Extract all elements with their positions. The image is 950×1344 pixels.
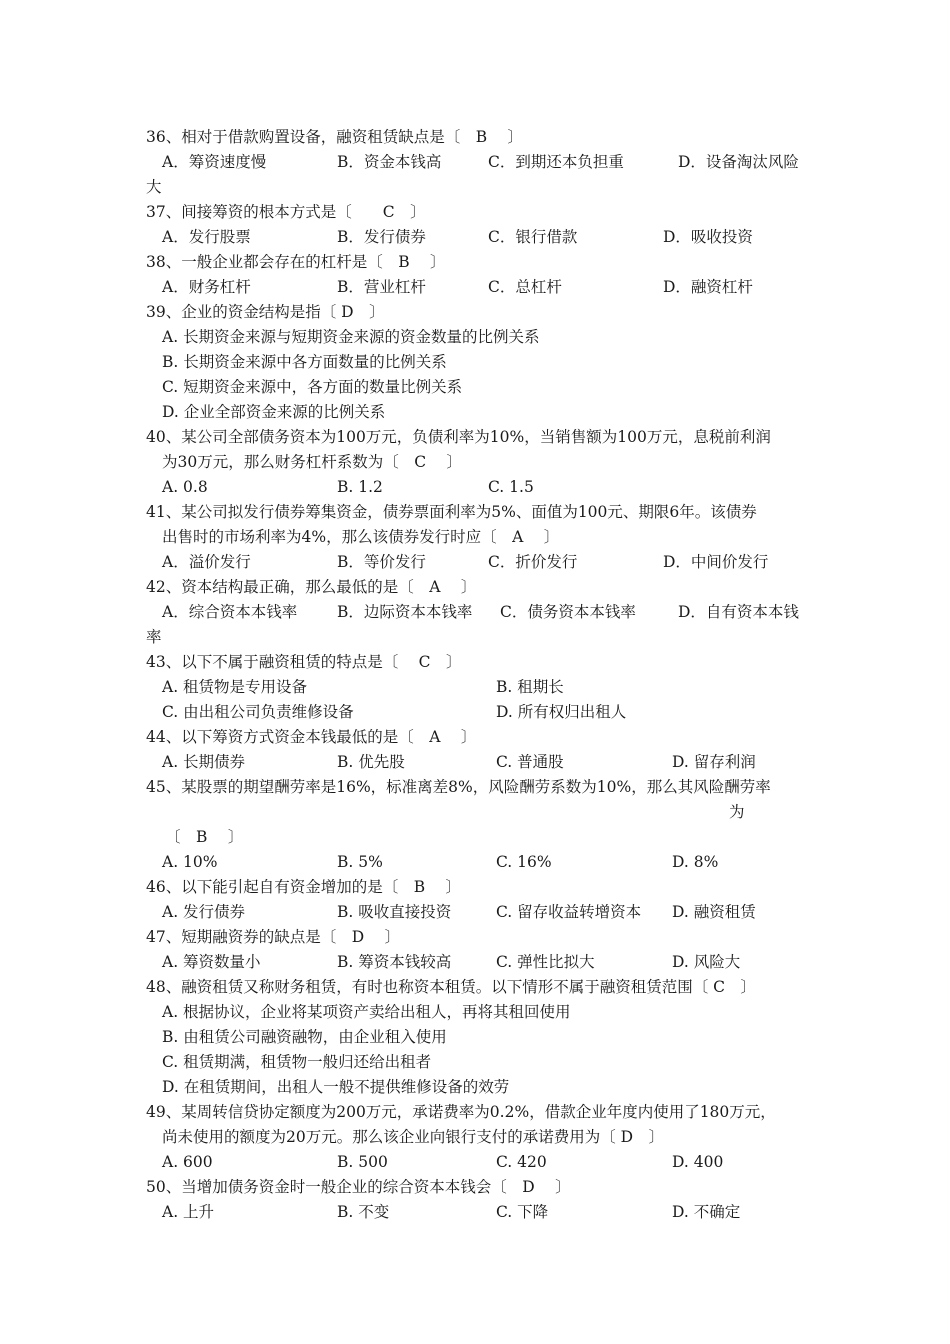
question-38-stem: 38、一般企业都会存在的杠杆是〔 B 〕: [146, 253, 446, 271]
option-d: D. 在租赁期间，出租人一般不提供维修设备的效劳: [162, 1078, 510, 1096]
question-50-stem: 50、当增加债务资金时一般企业的综合资本本钱会〔 D 〕: [146, 1178, 571, 1196]
option-a: A．溢价发行: [162, 553, 251, 571]
option-d: D. 不确定: [672, 1203, 741, 1221]
option-b: B．等价发行: [337, 553, 426, 571]
option-b: B. 租期长: [496, 678, 564, 696]
option-c: C. 租赁期满，租赁物一般归还给出租者: [162, 1053, 432, 1071]
option-d: D. 8%: [672, 853, 719, 871]
option-d: D. 400: [672, 1153, 724, 1171]
question-36-stem: 36、相对于借款购置设备，融资租赁缺点是〔 B 〕: [146, 128, 524, 146]
option-a: A. 根据协议，企业将某项资产卖给出租人，再将其租回使用: [162, 1003, 571, 1021]
question-42-stem: 42、资本结构最正确，那么最低的是〔 A 〕: [146, 578, 477, 596]
option-c: C. 弹性比拟大: [496, 953, 595, 971]
option-c: C. 短期资金来源中，各方面的数量比例关系: [162, 378, 463, 396]
option-d: D. 所有权归出租人: [496, 703, 627, 721]
question-40-stem: 40、某公司全部债务资本为100万元，负债利率为10%，当销售额为100万元，息税前利润: [146, 428, 771, 446]
option-b: B．边际资本本钱率: [337, 603, 473, 621]
option-b: B．资金本钱高: [337, 153, 442, 171]
option-c: C. 由出租公司负责维修设备: [162, 703, 354, 721]
option-c: C．债务资本本钱率: [500, 603, 636, 621]
option-b: B．发行债券: [337, 228, 426, 246]
option-b: B. 筹资本钱较高: [337, 953, 452, 971]
option-c: C. 留存收益转增资本: [496, 903, 642, 921]
option-b: B. 5%: [337, 853, 383, 871]
question-47-stem: 47、短期融资券的缺点是〔 D 〕: [146, 928, 401, 946]
question-49-stem-cont: 尚未使用的额度为20万元。那么该企业向银行支付的承诺费用为〔 D 〕: [162, 1128, 665, 1146]
question-44-stem: 44、以下筹资方式资金本钱最低的是〔 A 〕: [146, 728, 477, 746]
option-d: D. 风险大: [672, 953, 741, 971]
option-a: A. 0.8: [162, 478, 208, 496]
option-d: D．自有资本本钱: [678, 603, 799, 621]
option-c: C. 普通股: [496, 753, 564, 771]
option-a: A. 600: [162, 1153, 213, 1171]
option-d: D. 企业全部资金来源的比例关系: [162, 403, 386, 421]
question-48-stem: 48、融资租赁又称财务租赁，有时也称资本租赁。以下情形不属于融资租赁范围〔 C 〕: [146, 978, 757, 996]
option-d-wrap: 大: [146, 178, 162, 196]
option-a: A．财务杠杆: [162, 278, 251, 296]
option-d: D．设备淘汰风险: [678, 153, 799, 171]
option-a: A. 发行债券: [162, 903, 246, 921]
question-43-stem: 43、以下不属于融资租赁的特点是〔 C 〕: [146, 653, 462, 671]
option-d-wrap: 率: [146, 628, 162, 646]
option-b: B. 优先股: [337, 753, 405, 771]
option-d: D. 融资租赁: [672, 903, 756, 921]
question-45-stem: 45、某股票的期望酬劳率是16%，标准离差8%，风险酬劳系数为10%，那么其风险酬劳率: [146, 778, 771, 796]
option-c: C. 1.5: [488, 478, 534, 496]
option-c: C．折价发行: [488, 553, 578, 571]
option-b: B. 长期资金来源中各方面数量的比例关系: [162, 353, 447, 371]
option-d: D．中间价发行: [663, 553, 769, 571]
option-a: A．筹资速度慢: [162, 153, 267, 171]
option-a: A. 租赁物是专用设备: [162, 678, 308, 696]
question-45-stem-cont: 为: [729, 803, 745, 821]
option-b: B. 吸收直接投资: [337, 903, 452, 921]
option-a: A. 筹资数量小: [162, 953, 261, 971]
option-c: C．到期还本负担重: [488, 153, 624, 171]
question-49-stem: 49、某周转信贷协定额度为200万元，承诺费率为0.2%，借款企业年度内使用了180万元，: [146, 1103, 776, 1121]
option-a: A. 上升: [162, 1203, 215, 1221]
question-41-stem: 41、某公司拟发行债券筹集资金，债券票面利率为5%、面值为100元、期限6年。该债券: [146, 503, 757, 521]
option-c: C. 16%: [496, 853, 552, 871]
option-b: B. 由租赁公司融资融物，由企业租入使用: [162, 1028, 447, 1046]
option-a: A．发行股票: [162, 228, 251, 246]
option-b: B. 1.2: [337, 478, 383, 496]
question-40-stem-cont: 为30万元，那么财务杠杆系数为〔 C 〕: [162, 453, 463, 471]
option-d: D．融资杠杆: [663, 278, 753, 296]
option-c: C．银行借款: [488, 228, 578, 246]
option-d: D. 留存利润: [672, 753, 756, 771]
option-b: B. 不变: [337, 1203, 390, 1221]
option-c: C．总杠杆: [488, 278, 562, 296]
option-a: A. 长期债券: [162, 753, 246, 771]
option-a: A. 长期资金来源与短期资金来源的资金数量的比例关系: [162, 328, 540, 346]
question-37-stem: 37、间接筹资的根本方式是〔 C 〕: [146, 203, 426, 221]
option-b: B. 500: [337, 1153, 388, 1171]
question-46-stem: 46、以下能引起自有资金增加的是〔 B 〕: [146, 878, 462, 896]
question-41-stem-cont: 出售时的市场利率为4%，那么该债券发行时应〔 A 〕: [162, 528, 560, 546]
option-c: C. 420: [496, 1153, 547, 1171]
question-45-answer: 〔 B 〕: [165, 828, 244, 846]
option-d: D．吸收投资: [663, 228, 753, 246]
option-a: A．综合资本本钱率: [162, 603, 298, 621]
option-c: C. 下降: [496, 1203, 549, 1221]
option-b: B．营业杠杆: [337, 278, 426, 296]
option-a: A. 10%: [162, 853, 218, 871]
question-39-stem: 39、企业的资金结构是指〔 D 〕: [146, 303, 385, 321]
